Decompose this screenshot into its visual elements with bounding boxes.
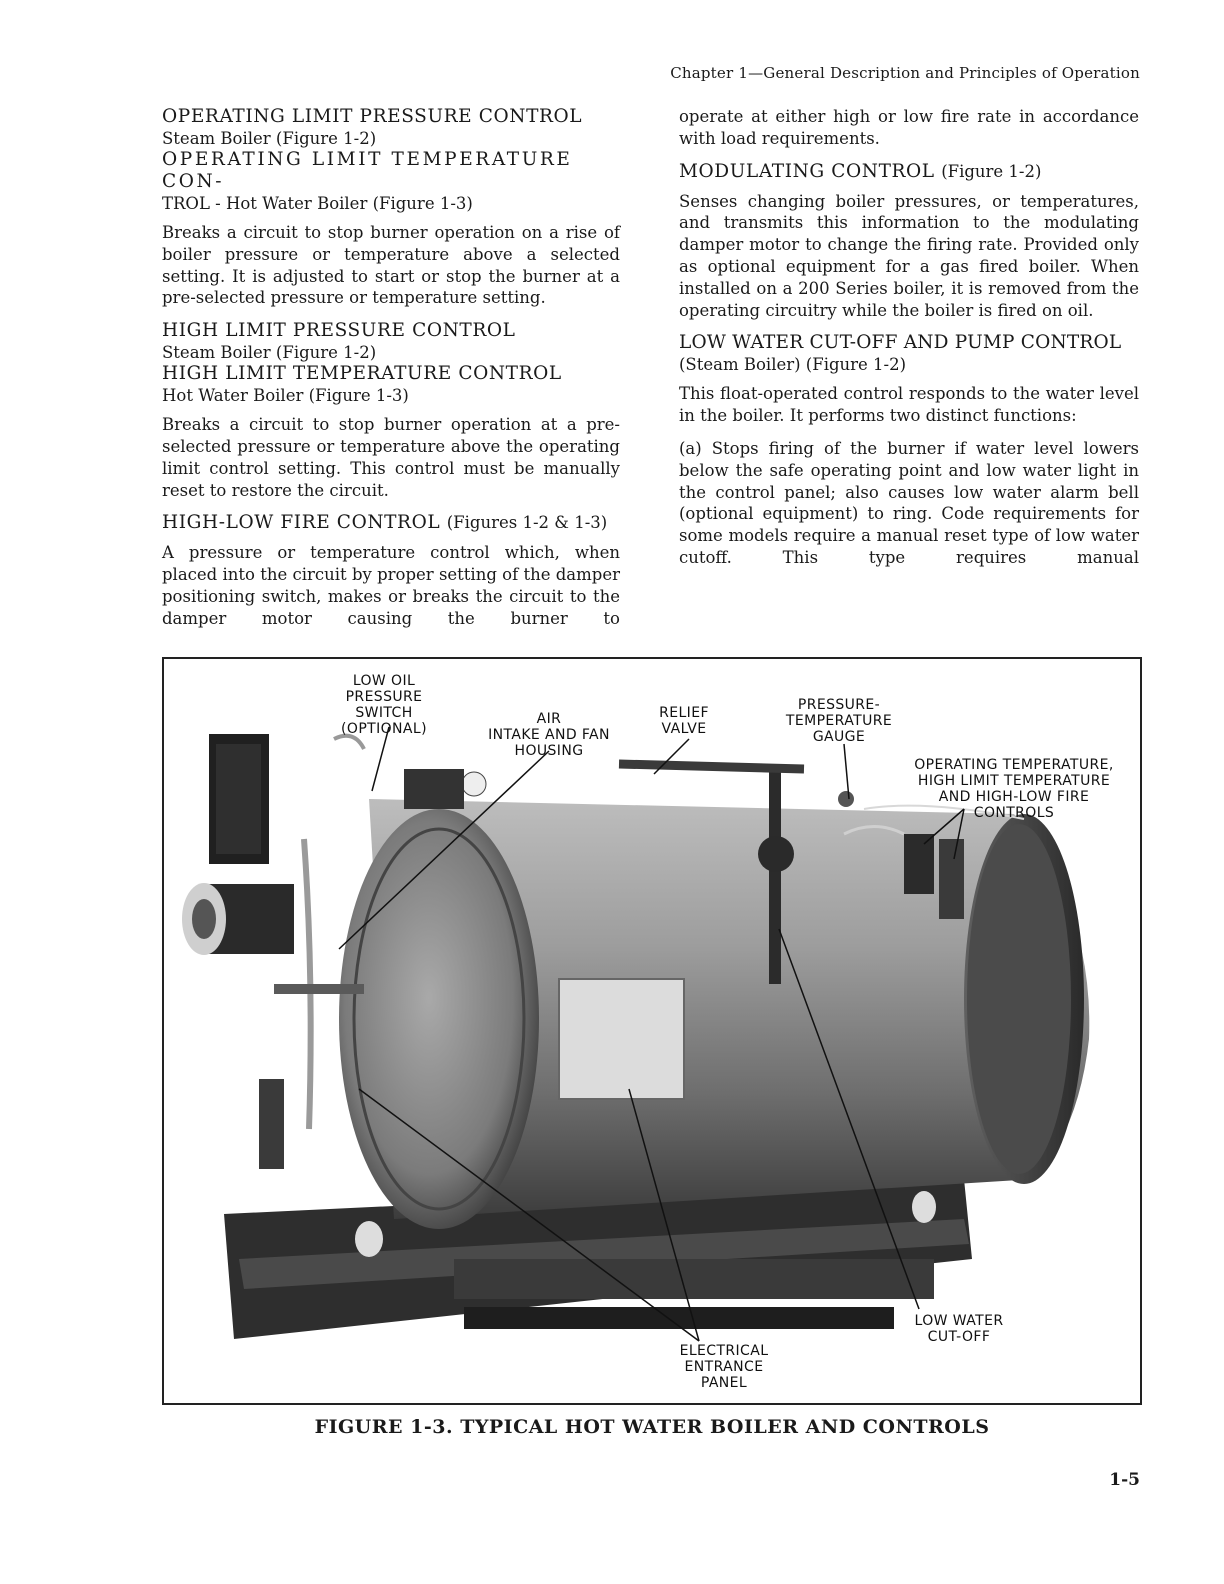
body-paragraph: Breaks a circuit to stop burner operation at a pre-selected pressure or temperature above the operating limit control setting. This control must be manually reset to restore the circuit. — [162, 415, 620, 500]
body-paragraph: operate at either high or low fire rate in accordance with load requirements. — [679, 107, 1139, 148]
heading-figure-ref: (Figures 1-2 & 1-3) — [446, 513, 608, 533]
section-subheading: Steam Boiler (Figure 1-2) — [162, 129, 377, 148]
figure-boiler-photo — [162, 657, 1142, 1405]
body-paragraph: Senses changing boiler pressures, or temperatures, and transmits this information to the modulating damper motor to change the firing rate. Provided only as optional equipment for a gas fired boiler. When installed on a 200 Series boiler, it is removed from the operating circuitry while the boiler is fired on oil. — [679, 191, 1139, 320]
running-head: Chapter 1—General Description and Principles of Operation — [670, 64, 1140, 82]
body-paragraph: A pressure or temperature control which, when placed into the circuit by proper setting of the damper positioning switch, makes or breaks the circuit to the damper motor causing the burner to — [162, 543, 620, 628]
callout-operating-controls: OPERATING TEMPERATURE, HIGH LIMIT TEMPERATURE AND HIGH-LOW FIRE CONTROLS — [914, 757, 1114, 821]
section-heading: OPERATING LIMIT PRESSURE CONTROL — [162, 106, 583, 127]
right-column — [679, 106, 1139, 580]
body-paragraph: Breaks a circuit to stop burner operation on a rise of boiler pressure or temperature above a selected setting. It is adjusted to start or stop the burner at a pre-selected pressure or temperature setting. — [162, 223, 620, 308]
fan-motor — [182, 883, 294, 955]
section-heading: HIGH LIMIT PRESSURE CONTROL — [162, 320, 516, 342]
left-column — [162, 106, 620, 641]
callout-relief-valve: RELIEF VALVE — [659, 705, 709, 737]
section-heading: LOW WATER CUT-OFF AND PUMP CONTROL — [679, 332, 1122, 354]
callout-pressure-temperature-gauge: PRESSURE- TEMPERATURE GAUGE — [785, 697, 893, 745]
heading-title: MODULATING CONTROL — [679, 160, 935, 182]
section-subheading: Hot Water Boiler (Figure 1-3) — [162, 386, 409, 406]
section-heading: OPERATING LIMIT TEMPERATURE CON- — [162, 149, 573, 192]
section-subheading: TROL - Hot Water Boiler (Figure 1-3) — [162, 194, 473, 213]
body-paragraph: This float-operated control responds to the water level in the boiler. It performs two distinct functions: — [679, 384, 1139, 426]
front-door — [339, 809, 539, 1229]
page-number: 1-5 — [1109, 1470, 1140, 1490]
section-heading — [679, 161, 1139, 183]
section-subheading: (Steam Boiler) (Figure 1-2) — [679, 355, 907, 375]
callout-air-intake: AIR INTAKE AND FAN HOUSING — [488, 711, 610, 759]
heading-title: HIGH-LOW FIRE CONTROL — [162, 512, 441, 534]
section-heading — [162, 512, 620, 534]
section-subheading: Steam Boiler (Figure 1-2) — [162, 343, 377, 363]
section-heading: HIGH LIMIT TEMPERATURE CONTROL — [162, 363, 562, 385]
electrical-panel-box — [559, 979, 684, 1099]
control-panel — [209, 734, 269, 864]
callout-low-water-cutoff: LOW WATER CUT-OFF — [914, 1313, 1004, 1345]
heading-figure-ref: (Figure 1-2) — [941, 161, 1042, 181]
figure-caption: FIGURE 1-3. TYPICAL HOT WATER BOILER AND CONTROLS — [314, 1416, 990, 1438]
body-paragraph: (a) Stops firing of the burner if water level lowers below the safe operating point and low water light in the control panel; also causes low water alarm bell (optional equipment) to ring. Code requirements for some models require a manual reset type of low water cutoff. This type requires manual — [679, 438, 1139, 567]
callout-electrical-entrance-panel: ELECTRICAL ENTRANCE PANEL — [679, 1343, 769, 1391]
callout-low-oil-pressure-switch: LOW OIL PRESSURE SWITCH (OPTIONAL) — [341, 673, 427, 737]
